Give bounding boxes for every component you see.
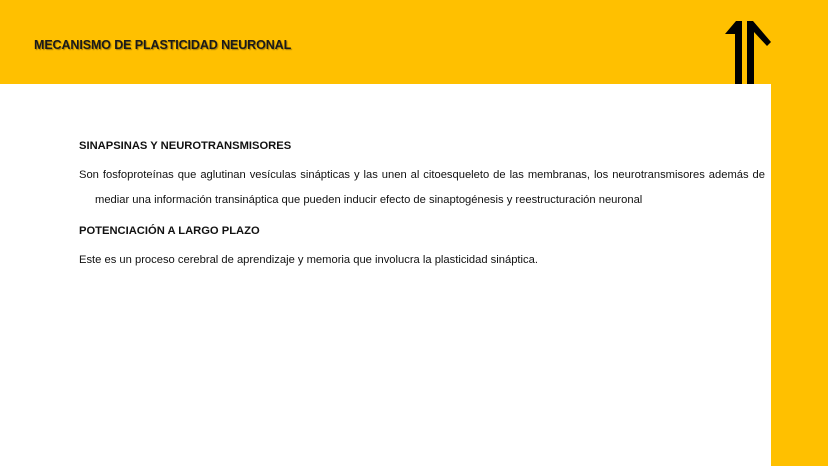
logo-right-arrow	[747, 21, 771, 84]
logo-left-arrow	[725, 21, 742, 84]
double-arrow-up-logo	[722, 18, 774, 84]
section-heading-sinapsinas: SINAPSINAS Y NEUROTRANSMISORES	[79, 140, 292, 152]
section-body-sinapsinas: Son fosfoproteínas que aglutinan vesículas sinápticas y las unen al citoesqueleto de las membranas, los neurotransmisores además de mediar una información transináptica que pueden inducir efecto de sinaptogénesis y reestructuración neuronal	[79, 169, 765, 206]
section-heading-potenciacion: POTENCIACIÓN A LARGO PLAZO	[79, 225, 260, 237]
page-title: MECANISMO DE PLASTICIDAD NEURONAL	[34, 38, 292, 52]
side-accent-band	[771, 84, 828, 466]
main-content	[79, 139, 765, 273]
section-body-potenciacion: Este es un proceso cerebral de aprendizaje y memoria que involucra la plasticidad sináptica.	[79, 254, 538, 266]
